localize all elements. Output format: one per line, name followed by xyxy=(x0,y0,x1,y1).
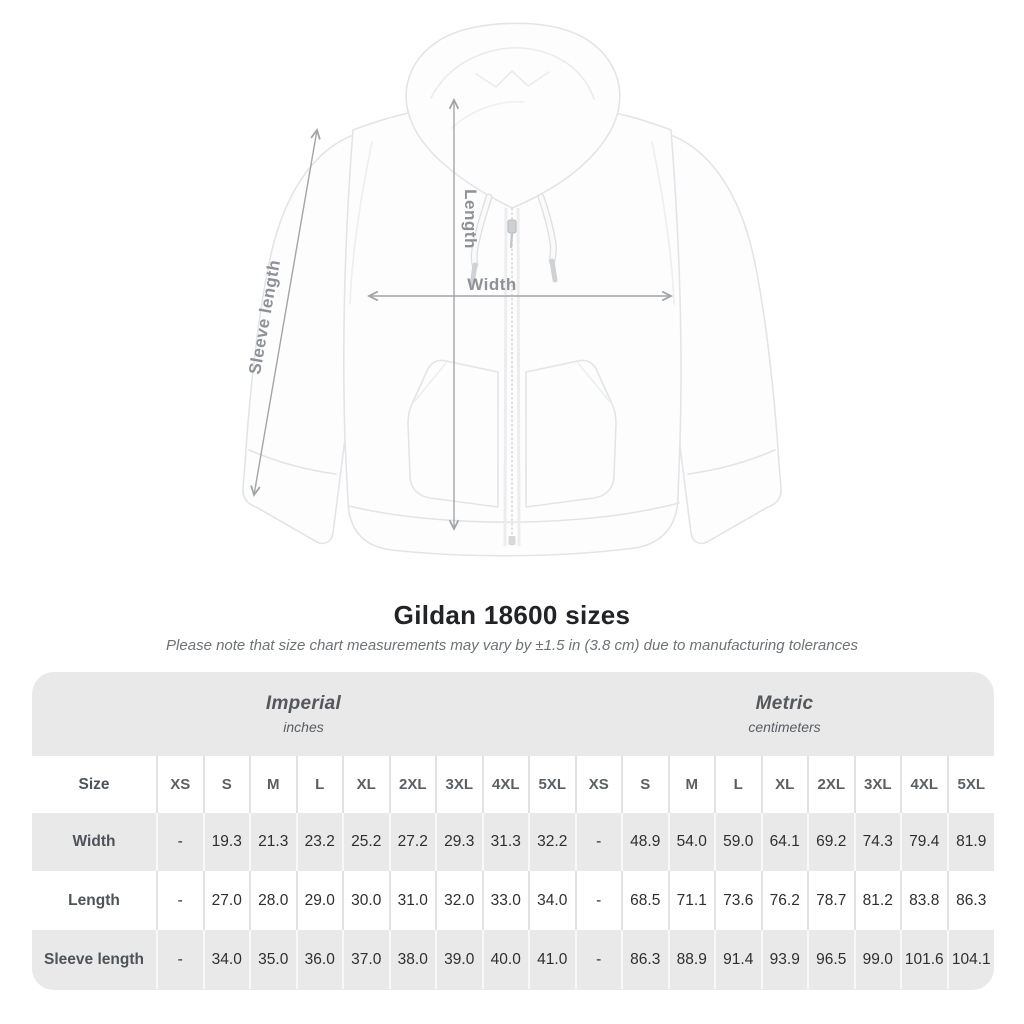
value-cell-imperial: 34.0 xyxy=(204,930,251,989)
imperial-header xyxy=(32,672,575,756)
value-cell-metric: 73.6 xyxy=(715,871,762,930)
value-cell-imperial: 37.0 xyxy=(343,930,390,989)
value-cell-imperial: - xyxy=(157,871,204,930)
value-cell-metric: 59.0 xyxy=(715,813,762,871)
size-cell: XS xyxy=(157,756,204,813)
value-cell-metric: - xyxy=(576,813,623,871)
size-cell: L xyxy=(715,756,762,813)
size-cell: 2XL xyxy=(390,756,437,813)
size-cell: 5XL xyxy=(948,756,995,813)
value-cell-metric: - xyxy=(576,871,623,930)
imperial-unit: inches xyxy=(283,719,324,735)
value-cell-imperial: 29.0 xyxy=(297,871,344,930)
value-cell-metric: 79.4 xyxy=(901,813,948,871)
value-cell-imperial: - xyxy=(157,813,204,871)
value-cell-imperial: 31.0 xyxy=(390,871,437,930)
imperial-title: Imperial xyxy=(265,693,342,714)
value-cell-metric: 76.2 xyxy=(762,871,809,930)
value-cell-metric: 88.9 xyxy=(669,930,716,989)
size-cell: XL xyxy=(343,756,390,813)
value-cell-imperial: 28.0 xyxy=(250,871,297,930)
tolerance-note: Please note that size chart measurements may vary by ±1.5 in (3.8 cm) due to manufacturing tolerances xyxy=(166,637,858,654)
value-cell-imperial: 25.2 xyxy=(343,813,390,871)
value-cell-imperial: 41.0 xyxy=(529,930,576,989)
value-cell-metric: 96.5 xyxy=(808,930,855,989)
measurements-table xyxy=(32,756,994,989)
metric-title: Metric xyxy=(755,693,814,714)
size-cell: 3XL xyxy=(855,756,902,813)
value-cell-imperial: 35.0 xyxy=(250,930,297,989)
size-header-row xyxy=(32,756,994,813)
value-cell-metric: 74.3 xyxy=(855,813,902,871)
size-cell: M xyxy=(250,756,297,813)
left-pocket xyxy=(408,360,498,507)
size-cell: L xyxy=(297,756,344,813)
value-cell-imperial: 27.0 xyxy=(204,871,251,930)
value-cell-imperial: 30.0 xyxy=(343,871,390,930)
value-cell-imperial: 32.0 xyxy=(436,871,483,930)
size-cell: 4XL xyxy=(483,756,530,813)
zipper-pull xyxy=(508,220,516,233)
table-row xyxy=(32,813,994,871)
value-cell-metric: 78.7 xyxy=(808,871,855,930)
page-title: Gildan 18600 sizes xyxy=(393,600,631,630)
value-cell-metric: 81.2 xyxy=(855,871,902,930)
unit-header-band xyxy=(32,672,994,756)
length-label: Length xyxy=(461,189,480,249)
value-cell-metric: 48.9 xyxy=(622,813,669,871)
value-cell-imperial: 19.3 xyxy=(204,813,251,871)
value-cell-metric: 91.4 xyxy=(715,930,762,989)
row-label-cell: Width xyxy=(72,833,116,850)
value-cell-metric: 69.2 xyxy=(808,813,855,871)
value-cell-imperial: 33.0 xyxy=(483,871,530,930)
value-cell-metric: 54.0 xyxy=(669,813,716,871)
value-cell-metric: 71.1 xyxy=(669,871,716,930)
value-cell-imperial: 29.3 xyxy=(436,813,483,871)
size-cell: 2XL xyxy=(808,756,855,813)
value-cell-metric: 101.6 xyxy=(901,930,948,989)
size-cell: 3XL xyxy=(436,756,483,813)
table-row xyxy=(32,930,994,989)
value-cell-metric: 68.5 xyxy=(622,871,669,930)
size-cell: S xyxy=(622,756,669,813)
value-cell-imperial: 38.0 xyxy=(390,930,437,989)
value-cell-metric: 83.8 xyxy=(901,871,948,930)
value-cell-metric: 81.9 xyxy=(948,813,995,871)
size-cell: XS xyxy=(576,756,623,813)
value-cell-imperial: 21.3 xyxy=(250,813,297,871)
size-cell: 5XL xyxy=(529,756,576,813)
value-cell-imperial: - xyxy=(157,930,204,989)
value-cell-metric: - xyxy=(576,930,623,989)
value-cell-imperial: 31.3 xyxy=(483,813,530,871)
value-cell-imperial: 40.0 xyxy=(483,930,530,989)
metric-header xyxy=(575,672,994,756)
right-pocket xyxy=(526,360,616,507)
value-cell-imperial: 34.0 xyxy=(529,871,576,930)
size-table xyxy=(32,672,994,990)
metric-unit: centimeters xyxy=(748,719,821,735)
value-cell-imperial: 27.2 xyxy=(390,813,437,871)
value-cell-metric: 86.3 xyxy=(622,930,669,989)
size-cell: M xyxy=(669,756,716,813)
sleeve-length-label: Sleeve length xyxy=(245,258,285,376)
row-label-cell: Length xyxy=(68,891,120,909)
row-label-cell: Sleeve length xyxy=(44,950,144,968)
size-cell: S xyxy=(204,756,251,813)
value-cell-metric: 99.0 xyxy=(855,930,902,989)
value-cell-metric: 93.9 xyxy=(762,930,809,989)
value-cell-imperial: 39.0 xyxy=(436,930,483,989)
value-cell-metric: 64.1 xyxy=(762,813,809,871)
size-header-cell: Size xyxy=(78,775,110,793)
value-cell-metric: 86.3 xyxy=(948,871,995,930)
value-cell-imperial: 36.0 xyxy=(297,930,344,989)
value-cell-metric: 104.1 xyxy=(948,930,995,989)
size-cell: 4XL xyxy=(901,756,948,813)
size-cell: XL xyxy=(762,756,809,813)
measurements-table-body xyxy=(32,756,994,989)
table-row xyxy=(32,871,994,930)
value-cell-imperial: 23.2 xyxy=(297,813,344,871)
value-cell-imperial: 32.2 xyxy=(529,813,576,871)
width-label: Width xyxy=(467,275,517,294)
